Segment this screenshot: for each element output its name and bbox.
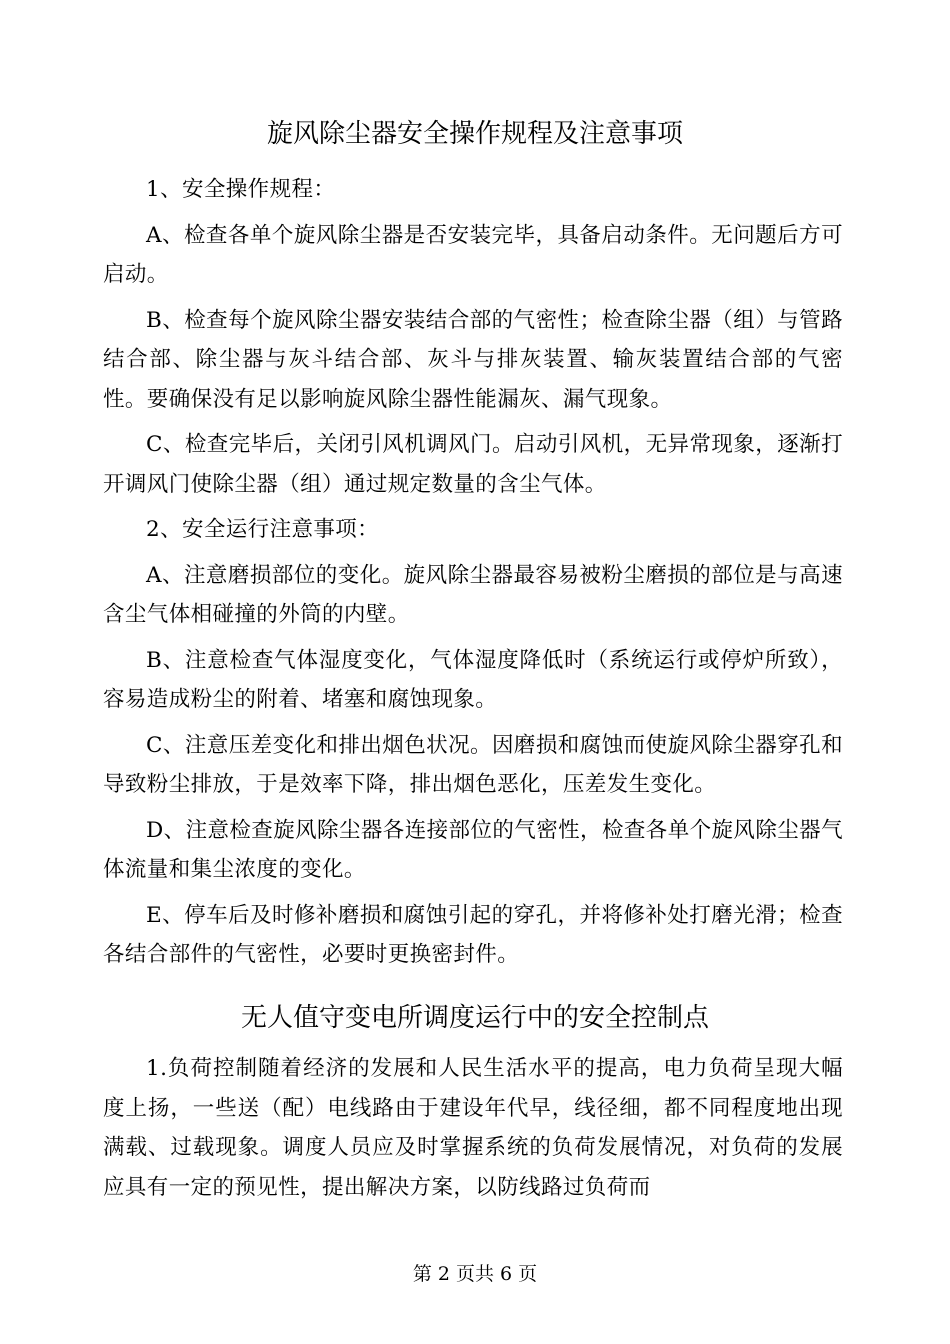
paragraph: E、停车后及时修补磨损和腐蚀引起的穿孔，并将修补处打磨光滑；检查各结合部件的气密性，必要时更换密封件。 [103, 902, 843, 967]
paragraph: B、检查每个旋风除尘器安装结合部的气密性；检查除尘器（组）与管路结合部、除尘器与灰斗结合部、灰斗与排灰装置、输灰装置结合部的气密性。要确保没有足以影响旋风除尘器性能漏灰、漏气现象。 [103, 307, 843, 412]
page-number-footer: 第 2 页共 6 页 [412, 1263, 538, 1285]
section-title-unattended-substation: 无人值守变电所调度运行中的安全控制点 [240, 1003, 709, 1033]
paragraph: D、注意检查旋风除尘器各连接部位的气密性，检查各单个旋风除尘器气体流量和集尘浓度的变化。 [103, 817, 843, 882]
paragraph: 1.负荷控制随着经济的发展和人民生活水平的提高，电力负荷呈现大幅度上扬，一些送（配）电线路由于建设年代早，线径细，都不同程度地出现满载、过载现象。调度人员应及时掌握系统的负荷发展情况，对负荷的发展应具有一定的预见性，提出解决方案，以防线路过负荷而 [103, 1056, 843, 1200]
paragraph: 1、安全操作规程： [146, 177, 336, 202]
paragraph: A、检查各单个旋风除尘器是否安装完毕，具备启动条件。无问题后方可启动。 [103, 222, 843, 287]
section-body-cyclone-dust-collector [103, 170, 843, 975]
paragraph: B、注意检查气体湿度变化，气体湿度降低时（系统运行或停炉所致），容易造成粉尘的附着、堵塞和腐蚀现象。 [103, 647, 843, 712]
paragraph: C、检查完毕后，关闭引风机调风门。启动引风机，无异常现象，逐渐打开调风门使除尘器（组）通过规定数量的含尘气体。 [103, 432, 843, 497]
paragraph: C、注意压差变化和排出烟色状况。因磨损和腐蚀而使旋风除尘器穿孔和导致粉尘排放，于是效率下降，排出烟色恶化，压差发生变化。 [103, 732, 843, 797]
paragraph: 2、安全运行注意事项： [146, 517, 380, 542]
section-title-cyclone-dust-collector: 旋风除尘器安全操作规程及注意事项 [266, 119, 683, 149]
paragraph: A、注意磨损部位的变化。旋风除尘器最容易被粉尘磨损的部位是与高速含尘气体相碰撞的外筒的内壁。 [103, 562, 843, 627]
section-body-unattended-substation [103, 1049, 843, 1207]
